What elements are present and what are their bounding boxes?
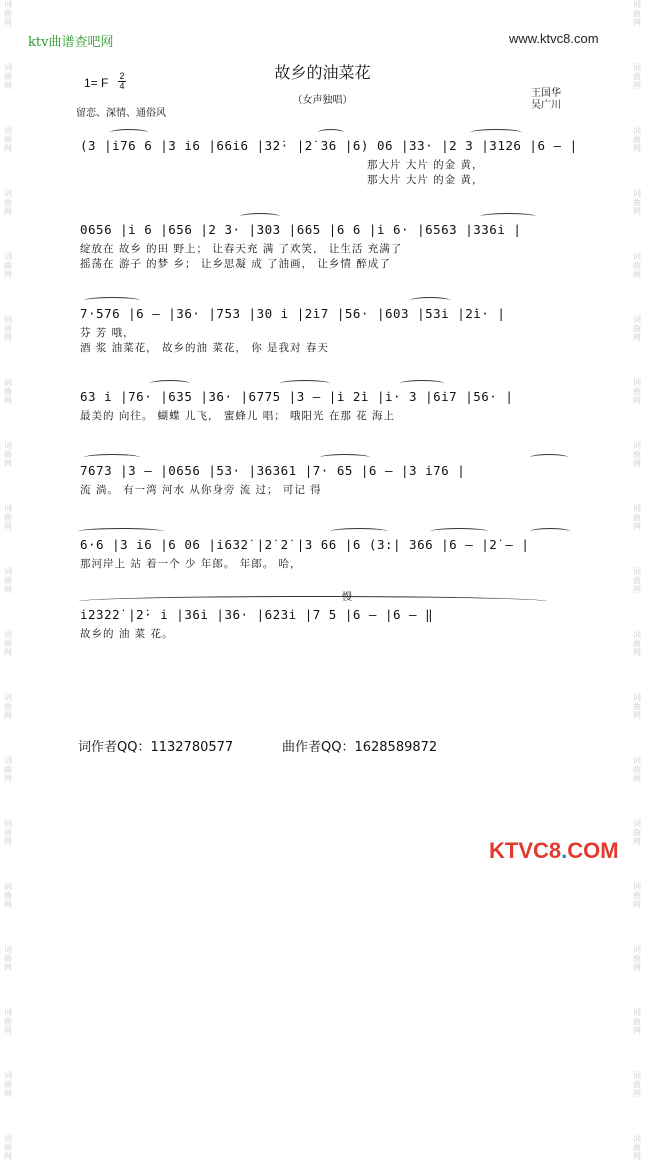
lyric-line: 故乡的 油 菜 花。: [80, 628, 174, 640]
ktvc8-logo: [489, 838, 619, 864]
slur: [78, 528, 164, 535]
logo-text-b: COM: [567, 838, 619, 863]
slur: [330, 528, 388, 535]
score-line: i̇2̇3̇2̇2̇ |2̇· i̇ |36i̇ |36· |623i̇ |7 5 |6 — |6 — ‖: [80, 607, 434, 622]
logo-dot: .: [561, 838, 568, 863]
side-watermark-left: 词 曲 网 词 曲 网 词 曲 网 词 曲 网 词 曲 网 词 曲 网 词 曲 网 词 曲 网 词 曲 网 词 曲 网 词 曲 网 词 曲 网 词 曲 网 词 曲 网 词 曲 网 词 曲 网 词 曲 网 词 曲 网 词 曲 网: [4, 0, 12, 1161]
score-line: 7673 |3 — |0656 |53· |36361 |7· 65 |6 — |3 i̇76 |: [80, 463, 466, 478]
time-signature-bottom: 4: [119, 81, 125, 91]
slur: [320, 454, 370, 461]
slur: [400, 380, 444, 387]
slur: [84, 454, 140, 461]
lyric-line: 绽放在 故乡 的田 野上； 让春天充 满 了欢笑， 让生活 充满了: [80, 243, 403, 255]
slur: [150, 380, 190, 387]
slur: [530, 454, 568, 461]
lyric-line: 那大片 大片 的金 黄，: [367, 174, 484, 186]
time-signature: [118, 72, 126, 91]
site-name[interactable]: ktv曲谱查吧网: [28, 35, 114, 50]
site-url[interactable]: www.ktvc8.com: [509, 31, 599, 46]
lyric-line: 芬 芳 哦，: [80, 327, 135, 339]
slur: [240, 213, 280, 220]
lyric-line: 摇荡在 游子 的梦 乡； 让乡思凝 成 了油画， 让乡情 醉成了: [80, 258, 391, 270]
lyric-line: 流 淌。 有一湾 河水 从你身旁 流 过； 可记 得: [80, 484, 322, 496]
lyric-line: 最美的 向往。 蝴蝶 儿飞， 蜜蜂儿 唱； 哦阳光 在那 花 海上: [80, 410, 396, 422]
logo-text-a: KTVC8: [489, 838, 562, 863]
composer-qq: 曲作者QQ：1628589872: [282, 740, 438, 755]
slur: [78, 596, 548, 607]
side-watermark-right: 词 曲 网 词 曲 网 词 曲 网 词 曲 网 词 曲 网 词 曲 网 词 曲 网 词 曲 网 词 曲 网 词 曲 网 词 曲 网 词 曲 网 词 曲 网 词 曲 网 词 曲 网 词 曲 网 词 曲 网 词 曲 网 词 曲 网: [633, 0, 641, 1161]
score-line: (3 |i̇76 6 |3 i̇6 |66i̇6 |3̇2̇· |2̇ 36 |6) 06 |33· |2 3 |3126 |6 — |: [80, 138, 578, 153]
composer-name: 吴广川: [531, 100, 561, 111]
song-title: 故乡的油菜花: [274, 63, 371, 82]
slur: [410, 297, 450, 304]
time-signature-top: 2: [119, 71, 125, 81]
lyric-line: 酒 浆 油菜花， 故乡的油 菜花， 你 是我对 春天: [80, 342, 329, 354]
score-line: 6·6 |3 i̇6 |6 06 |i̇632̇ |2̇ 2̇ |3 66 |6 (3:| 366 |6 — |2̇ — |: [80, 537, 530, 552]
lyricist-qq: 词作者QQ：1132780577: [78, 740, 234, 755]
style-marking: 留恋、深情、通俗风: [76, 108, 166, 119]
score-line: 0656 |i̇ 6 |656 |2 3· |303 |665 |6 6 |i̇ 6· |6563 |336i̇ |: [80, 222, 522, 237]
slur: [470, 129, 522, 136]
slur: [430, 528, 488, 535]
slur: [84, 297, 140, 304]
lyric-line: 那河岸上 站 着一个 少 年郎。 年郎。 哈，: [80, 558, 302, 570]
song-subtitle: （女声独唱）: [292, 95, 353, 106]
slur: [318, 129, 344, 136]
slur: [480, 213, 536, 220]
slur: [280, 380, 330, 387]
score-line: 63 i̇ |76· |635 |36· |6775 |3 — |i̇ 2̇i̇ |i̇· 3 |6i̇7 |56· |: [80, 389, 514, 404]
lyricist-name: 王国华: [531, 88, 561, 99]
slur: [110, 129, 148, 136]
lyric-line: 那大片 大片 的金 黄，: [367, 159, 484, 171]
key-signature: 1= F: [84, 76, 109, 90]
score-line: 7·576 |6 — |36· |753 |30 i̇ |2̇i̇7 |56· |603 |53i̇ |2̇i̇· |: [80, 306, 506, 321]
tempo-marking: 慢: [342, 592, 352, 603]
slur: [530, 528, 570, 535]
